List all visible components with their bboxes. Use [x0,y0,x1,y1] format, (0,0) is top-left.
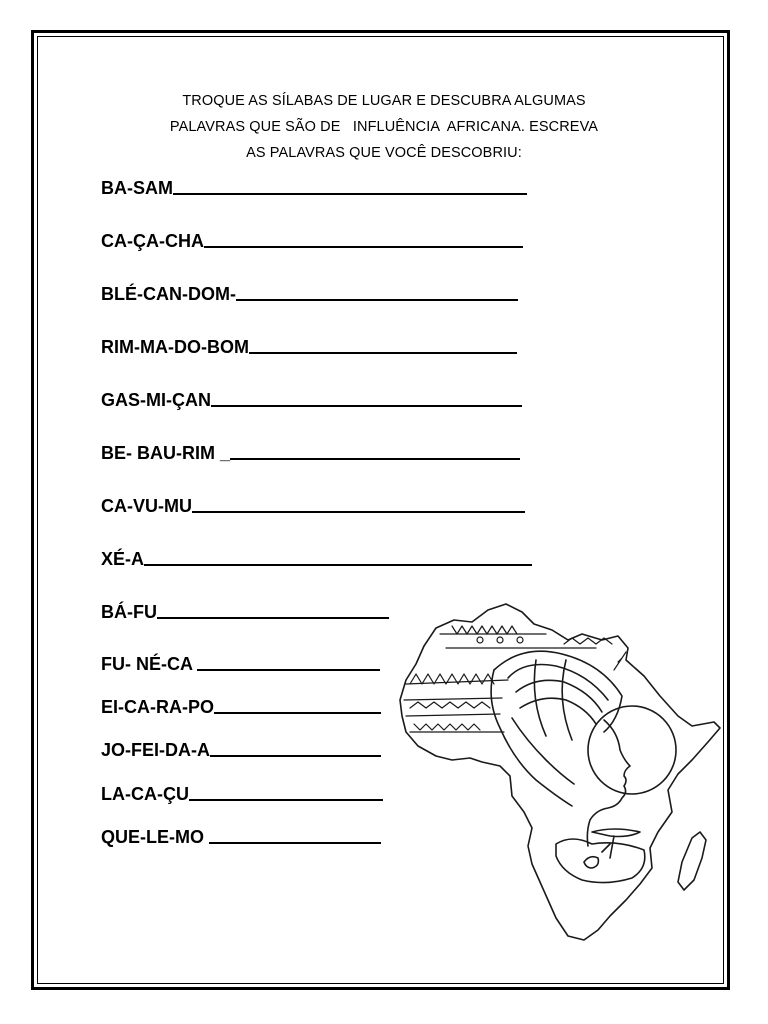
exercise-row-12 [101,737,381,761]
answer-line[interactable] [204,246,523,248]
exercise-row-4 [101,334,517,358]
exercise-row-13 [101,781,383,805]
scrambled-word: FU- NÉ-CA [101,654,198,674]
scrambled-word: EI-CA-RA-PO [101,697,214,717]
exercise-row-9 [101,599,389,623]
instructions-line-1: TROQUE AS SÍLABAS DE LUGAR E DESCUBRA ALGUMAS [182,93,586,109]
tribal-pattern [404,626,626,732]
scrambled-word: LA-CA-ÇU [101,784,189,804]
exercise-row-11 [101,694,381,718]
scrambled-word: BE- BAU-RIM _ [101,443,230,463]
answer-line[interactable] [144,564,532,566]
answer-line[interactable] [173,193,527,195]
exercise-row-7 [101,493,525,517]
answer-line[interactable] [249,352,517,354]
instructions-line-3: AS PALAVRAS QUE VOCÊ DESCOBRIU: [246,145,522,161]
answer-line[interactable] [210,755,381,757]
exercise-row-2 [101,228,523,252]
answer-line[interactable] [192,511,525,513]
sun-circle [588,706,676,794]
exercise-row-10 [101,651,380,675]
exercise-row-8 [101,546,532,570]
scrambled-word: CA-VU-MU [101,496,192,516]
africa-map-illustration [396,600,726,945]
answer-line[interactable] [230,458,520,460]
scrambled-word: XÉ-A [101,549,145,569]
answer-line[interactable] [211,405,522,407]
exercise-row-1 [101,175,527,199]
scrambled-word: BÁ-FU [101,602,157,622]
scrambled-word: CA-ÇA-CHA [101,231,204,251]
exercise-row-3 [101,281,518,305]
scrambled-word: JO-FEI-DA-A [101,740,210,760]
instructions-line-2: PALAVRAS QUE SÃO DE INFLUÊNCIA AFRICANA. ESCREVA [169,119,599,135]
answer-line[interactable] [157,617,389,619]
instructions [0,88,768,166]
scrambled-word: QUE-LE-MO [101,827,209,847]
scrambled-word: BA-SAM [101,178,173,198]
woman-profile [587,720,630,846]
madagascar-outline [678,832,706,890]
animal-icon [584,857,598,868]
exercise-row-14 [101,824,381,848]
exercise-row-6 [101,440,520,464]
scrambled-word: BLÉ-CAN-DOM- [101,284,236,304]
exercise-row-5 [101,387,522,411]
scrambled-word: GAS-MI-ÇAN [101,390,211,410]
answer-line[interactable] [214,712,381,714]
scrambled-word: RIM-MA-DO-BOM [101,337,249,357]
answer-line[interactable] [236,299,518,301]
answer-line[interactable] [209,842,381,844]
answer-line[interactable] [189,799,383,801]
answer-line[interactable] [197,669,380,671]
